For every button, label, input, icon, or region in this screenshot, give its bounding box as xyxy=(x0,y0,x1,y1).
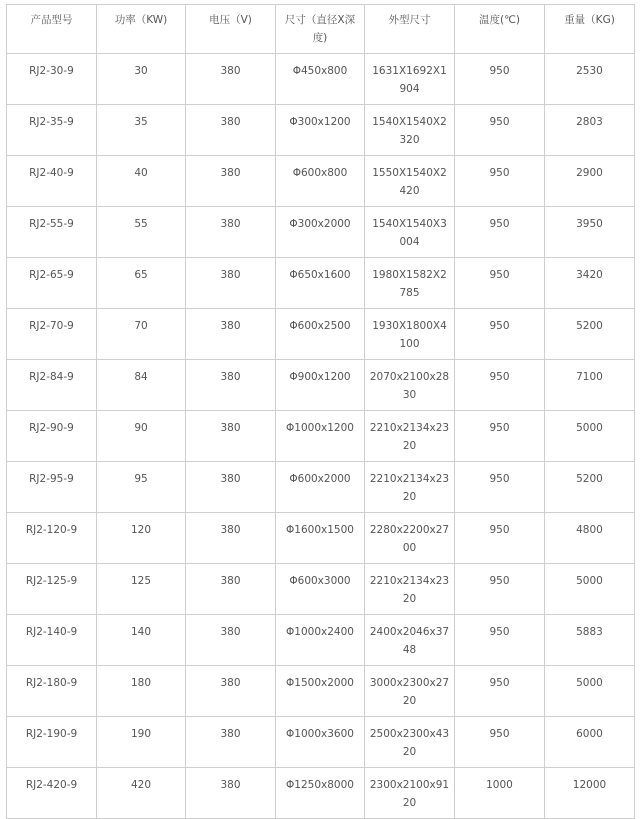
cell-voltage: 380 xyxy=(186,411,276,462)
table-row xyxy=(7,717,635,768)
cell-outer-size: 2210x2134x2320 xyxy=(365,462,455,513)
cell-model: RJ2-70-9 xyxy=(7,309,97,360)
cell-model: RJ2-140-9 xyxy=(7,615,97,666)
cell-weight: 3420 xyxy=(545,258,635,309)
cell-power: 55 xyxy=(97,207,186,258)
table-row xyxy=(7,411,635,462)
header-outer-size: 外型尺寸 xyxy=(365,5,455,54)
cell-voltage: 380 xyxy=(186,717,276,768)
header-temperature: 温度(℃) xyxy=(455,5,545,54)
cell-voltage: 380 xyxy=(186,207,276,258)
cell-weight: 2803 xyxy=(545,105,635,156)
header-voltage: 电压（V) xyxy=(186,5,276,54)
cell-power: 420 xyxy=(97,768,186,819)
cell-model: RJ2-84-9 xyxy=(7,360,97,411)
cell-size: Φ1000x1200 xyxy=(276,411,365,462)
cell-voltage: 380 xyxy=(186,513,276,564)
cell-weight: 2530 xyxy=(545,54,635,105)
cell-size: Φ600x2500 xyxy=(276,309,365,360)
cell-voltage: 380 xyxy=(186,462,276,513)
cell-size: Φ1600x1500 xyxy=(276,513,365,564)
table-row xyxy=(7,360,635,411)
cell-temperature: 1000 xyxy=(455,768,545,819)
header-power: 功率（KW) xyxy=(97,5,186,54)
cell-size: Φ300x1200 xyxy=(276,105,365,156)
cell-temperature: 950 xyxy=(455,564,545,615)
cell-size: Φ600x3000 xyxy=(276,564,365,615)
cell-weight: 5000 xyxy=(545,666,635,717)
table-row xyxy=(7,666,635,717)
cell-size: Φ1000x3600 xyxy=(276,717,365,768)
cell-outer-size: 1631X1692X1904 xyxy=(365,54,455,105)
cell-temperature: 950 xyxy=(455,615,545,666)
cell-power: 35 xyxy=(97,105,186,156)
cell-temperature: 950 xyxy=(455,513,545,564)
cell-power: 140 xyxy=(97,615,186,666)
cell-outer-size: 1930X1800X4100 xyxy=(365,309,455,360)
cell-model: RJ2-95-9 xyxy=(7,462,97,513)
cell-temperature: 950 xyxy=(455,207,545,258)
table-row xyxy=(7,513,635,564)
cell-size: Φ1250x8000 xyxy=(276,768,365,819)
cell-voltage: 380 xyxy=(186,156,276,207)
cell-size: Φ650x1600 xyxy=(276,258,365,309)
cell-temperature: 950 xyxy=(455,156,545,207)
cell-model: RJ2-55-9 xyxy=(7,207,97,258)
cell-model: RJ2-40-9 xyxy=(7,156,97,207)
table-row xyxy=(7,54,635,105)
cell-power: 120 xyxy=(97,513,186,564)
cell-temperature: 950 xyxy=(455,462,545,513)
cell-weight: 5000 xyxy=(545,564,635,615)
cell-outer-size: 2210x2134x2320 xyxy=(365,564,455,615)
cell-power: 30 xyxy=(97,54,186,105)
cell-outer-size: 2500x2300x4320 xyxy=(365,717,455,768)
cell-temperature: 950 xyxy=(455,666,545,717)
cell-weight: 7100 xyxy=(545,360,635,411)
cell-voltage: 380 xyxy=(186,54,276,105)
cell-model: RJ2-35-9 xyxy=(7,105,97,156)
cell-voltage: 380 xyxy=(186,768,276,819)
cell-size: Φ600x2000 xyxy=(276,462,365,513)
table-header-row xyxy=(7,5,635,54)
cell-voltage: 380 xyxy=(186,615,276,666)
cell-outer-size: 1540X1540X3004 xyxy=(365,207,455,258)
cell-weight: 3950 xyxy=(545,207,635,258)
cell-model: RJ2-30-9 xyxy=(7,54,97,105)
cell-size: Φ300x2000 xyxy=(276,207,365,258)
header-weight: 重量（KG) xyxy=(545,5,635,54)
cell-weight: 5883 xyxy=(545,615,635,666)
cell-outer-size: 1550X1540X2420 xyxy=(365,156,455,207)
table-row xyxy=(7,105,635,156)
cell-outer-size: 2300x2100x9120 xyxy=(365,768,455,819)
table-row xyxy=(7,462,635,513)
cell-temperature: 950 xyxy=(455,54,545,105)
cell-outer-size: 2280x2200x2700 xyxy=(365,513,455,564)
cell-outer-size: 1540X1540X2320 xyxy=(365,105,455,156)
cell-power: 125 xyxy=(97,564,186,615)
cell-weight: 2900 xyxy=(545,156,635,207)
table-row xyxy=(7,309,635,360)
cell-temperature: 950 xyxy=(455,360,545,411)
cell-power: 65 xyxy=(97,258,186,309)
cell-outer-size: 3000x2300x2720 xyxy=(365,666,455,717)
cell-outer-size: 2070x2100x2830 xyxy=(365,360,455,411)
cell-model: RJ2-190-9 xyxy=(7,717,97,768)
cell-power: 40 xyxy=(97,156,186,207)
cell-power: 180 xyxy=(97,666,186,717)
cell-size: Φ1000x2400 xyxy=(276,615,365,666)
cell-temperature: 950 xyxy=(455,411,545,462)
cell-temperature: 950 xyxy=(455,258,545,309)
table-row xyxy=(7,207,635,258)
header-size: 尺寸（直径X深度) xyxy=(276,5,365,54)
cell-voltage: 380 xyxy=(186,360,276,411)
cell-outer-size: 1980X1582X2785 xyxy=(365,258,455,309)
table-row xyxy=(7,615,635,666)
cell-voltage: 380 xyxy=(186,564,276,615)
cell-outer-size: 2210x2134x2320 xyxy=(365,411,455,462)
cell-weight: 5200 xyxy=(545,309,635,360)
cell-weight: 5200 xyxy=(545,462,635,513)
table-body xyxy=(7,54,635,819)
cell-model: RJ2-90-9 xyxy=(7,411,97,462)
table-row xyxy=(7,768,635,819)
cell-power: 84 xyxy=(97,360,186,411)
cell-power: 70 xyxy=(97,309,186,360)
cell-voltage: 380 xyxy=(186,105,276,156)
cell-weight: 5000 xyxy=(545,411,635,462)
cell-size: Φ1500x2000 xyxy=(276,666,365,717)
header-model: 产品型号 xyxy=(7,5,97,54)
cell-model: RJ2-120-9 xyxy=(7,513,97,564)
cell-model: RJ2-65-9 xyxy=(7,258,97,309)
cell-power: 90 xyxy=(97,411,186,462)
cell-model: RJ2-180-9 xyxy=(7,666,97,717)
table-row xyxy=(7,258,635,309)
cell-weight: 4800 xyxy=(545,513,635,564)
cell-outer-size: 2400x2046x3748 xyxy=(365,615,455,666)
cell-model: RJ2-125-9 xyxy=(7,564,97,615)
cell-size: Φ600x800 xyxy=(276,156,365,207)
cell-voltage: 380 xyxy=(186,666,276,717)
cell-temperature: 950 xyxy=(455,105,545,156)
cell-voltage: 380 xyxy=(186,309,276,360)
table-row xyxy=(7,564,635,615)
cell-temperature: 950 xyxy=(455,717,545,768)
cell-power: 95 xyxy=(97,462,186,513)
cell-model: RJ2-420-9 xyxy=(7,768,97,819)
cell-size: Φ450x800 xyxy=(276,54,365,105)
cell-weight: 12000 xyxy=(545,768,635,819)
table-row xyxy=(7,156,635,207)
cell-power: 190 xyxy=(97,717,186,768)
cell-temperature: 950 xyxy=(455,309,545,360)
spec-table xyxy=(6,4,635,819)
cell-size: Φ900x1200 xyxy=(276,360,365,411)
cell-weight: 6000 xyxy=(545,717,635,768)
cell-voltage: 380 xyxy=(186,258,276,309)
